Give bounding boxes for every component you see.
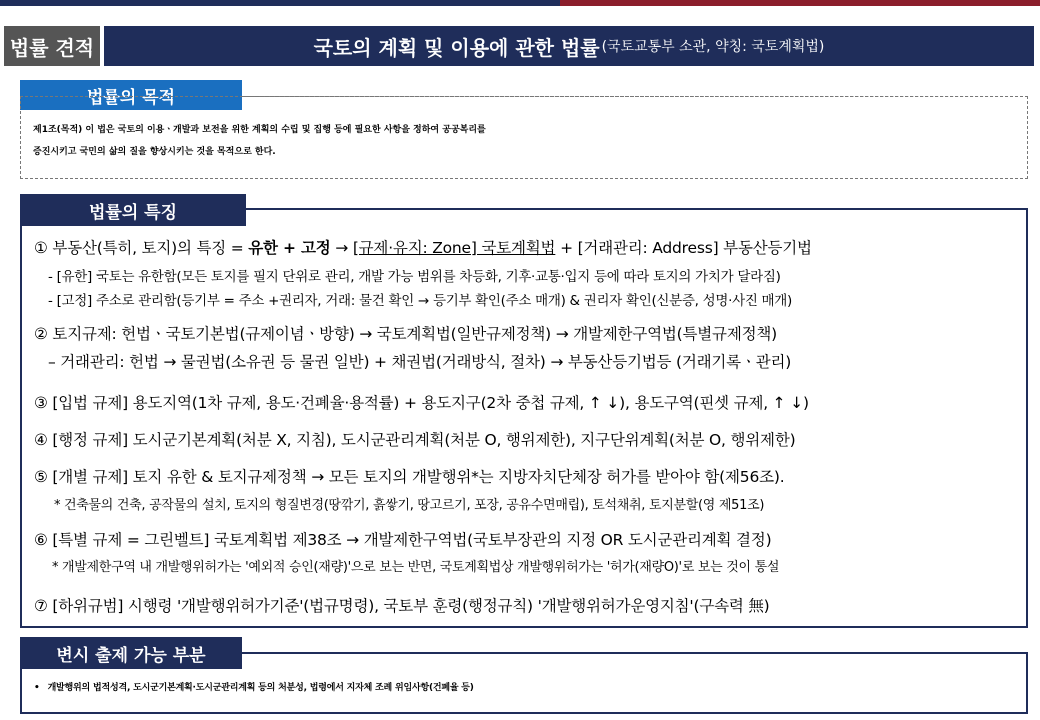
feature-7: ⑦ [하위규범] 시행령 '개발행위허가기준'(법규명령), 국토부 훈령(행정규칙) '개발행위허가운영지침'(구속력 無) <box>34 597 770 615</box>
feature-1-sub-1: - [유한] 국토는 유한함(모든 토지를 필지 단위로 관리, 개발 가능 범위를 차등화, 기후·교통·입지 등에 따라 토지의 가치가 달라짐) <box>48 269 781 285</box>
feature-1-key: 유한 + 고정 <box>248 239 331 257</box>
features-box <box>20 208 1028 628</box>
exam-tab: 변시 출제 가능 부분 <box>20 637 242 669</box>
page-title <box>104 26 1034 66</box>
law-title: 국토의 계획 및 이용에 관한 법률 <box>313 35 600 60</box>
purpose-tab: 법률의 목적 <box>20 80 242 110</box>
feature-1-sub-2: - [고정] 주소로 관리함(등기부 = 주소 +권리자, 거래: 물건 확인 → 등기부 확인(주소 매개) & 권리자 확인(신분증, 성명·사진 매개) <box>48 293 793 309</box>
feature-6-note: * 개발제한구역 내 개발행위허가는 '예외적 승인(재량)'으로 보는 반면, 국토계획법상 개발행위허가는 '허가(재량O)'로 보는 것이 통설 <box>52 560 780 575</box>
feature-2-sub: – 거래관리: 헌법 → 물권법(소유권 등 물권 일반) + 채권법(거래방식, 절차) → 부동산등기법등 (거래기록ㆍ관리) <box>48 353 792 371</box>
features-tab: 법률의 특징 <box>20 194 246 226</box>
feature-2: ② 토지규제: 헌법ㆍ국토기본법(규제이념ㆍ방향) → 국토계획법(일반규제정책) → 개발제한구역법(특별규제정책) <box>34 325 777 343</box>
feature-1-address: + [거래관리: Address] 부동산등기법 <box>555 239 812 257</box>
feature-1-arrow: → <box>330 239 353 257</box>
feature-1-lead: ① 부동산(특히, 토지)의 특징 = <box>34 239 249 257</box>
purpose-line-1: 제1조(목적) 이 법은 국토의 이용ㆍ개발과 보전을 위한 계획의 수립 및 집행 등에 필요한 사항을 정하여 공공복리를 <box>33 125 486 135</box>
exam-text: 개발행위의 법적성격, 도시군기본계획·도시군관리계획 등의 처분성, 법령에서 지자체 조례 위임사항(건폐율 등) <box>47 683 474 693</box>
top-stripe-accent <box>560 0 1040 6</box>
feature-5: ⑤ [개별 규제] 토지 유한 & 토지규제정책 → 모든 토지의 개발행위*는 지방자치단체장 허가를 받아야 함(제56조). <box>34 468 785 486</box>
feature-4: ④ [행정 규제] 도시군기본계획(처분 X, 지침), 도시군관리계획(처분 O, 행위제한), 지구단위계획(처분 O, 행위제한) <box>34 431 796 449</box>
feature-6: ⑥ [특별 규제 = 그린벨트] 국토계획법 제38조 → 개발제한구역법(국토부장관의 지정 OR 도시군관리계획 결정) <box>34 531 772 549</box>
feature-3: ③ [입법 규제] 용도지역(1차 규제, 용도·건폐율·용적률) + 용도지구(2차 중첩 규제, ↑ ↓), 용도구역(핀셋 규제, ↑ ↓) <box>34 394 809 412</box>
law-subtitle: (국토교통부 소관, 약칭: 국토계획법) <box>601 39 825 55</box>
feature-5-note: * 건축물의 건축, 공작물의 설치, 토지의 형질변경(땅깎기, 흙쌓기, 땅고르기, 포장, 공유수면매립), 토석채취, 토지분할(영 제51조) <box>54 498 765 513</box>
law-review-tag: 법률 견적 <box>4 26 100 66</box>
purpose-line-2: 증진시키고 국민의 삶의 질을 향상시키는 것을 목적으로 한다. <box>33 147 276 157</box>
feature-1-zone: [규제·유지: Zone] 국토계획법 <box>352 239 556 257</box>
exam-bullet: • <box>34 683 40 693</box>
feature-1 <box>34 236 812 258</box>
purpose-box <box>20 96 1028 179</box>
